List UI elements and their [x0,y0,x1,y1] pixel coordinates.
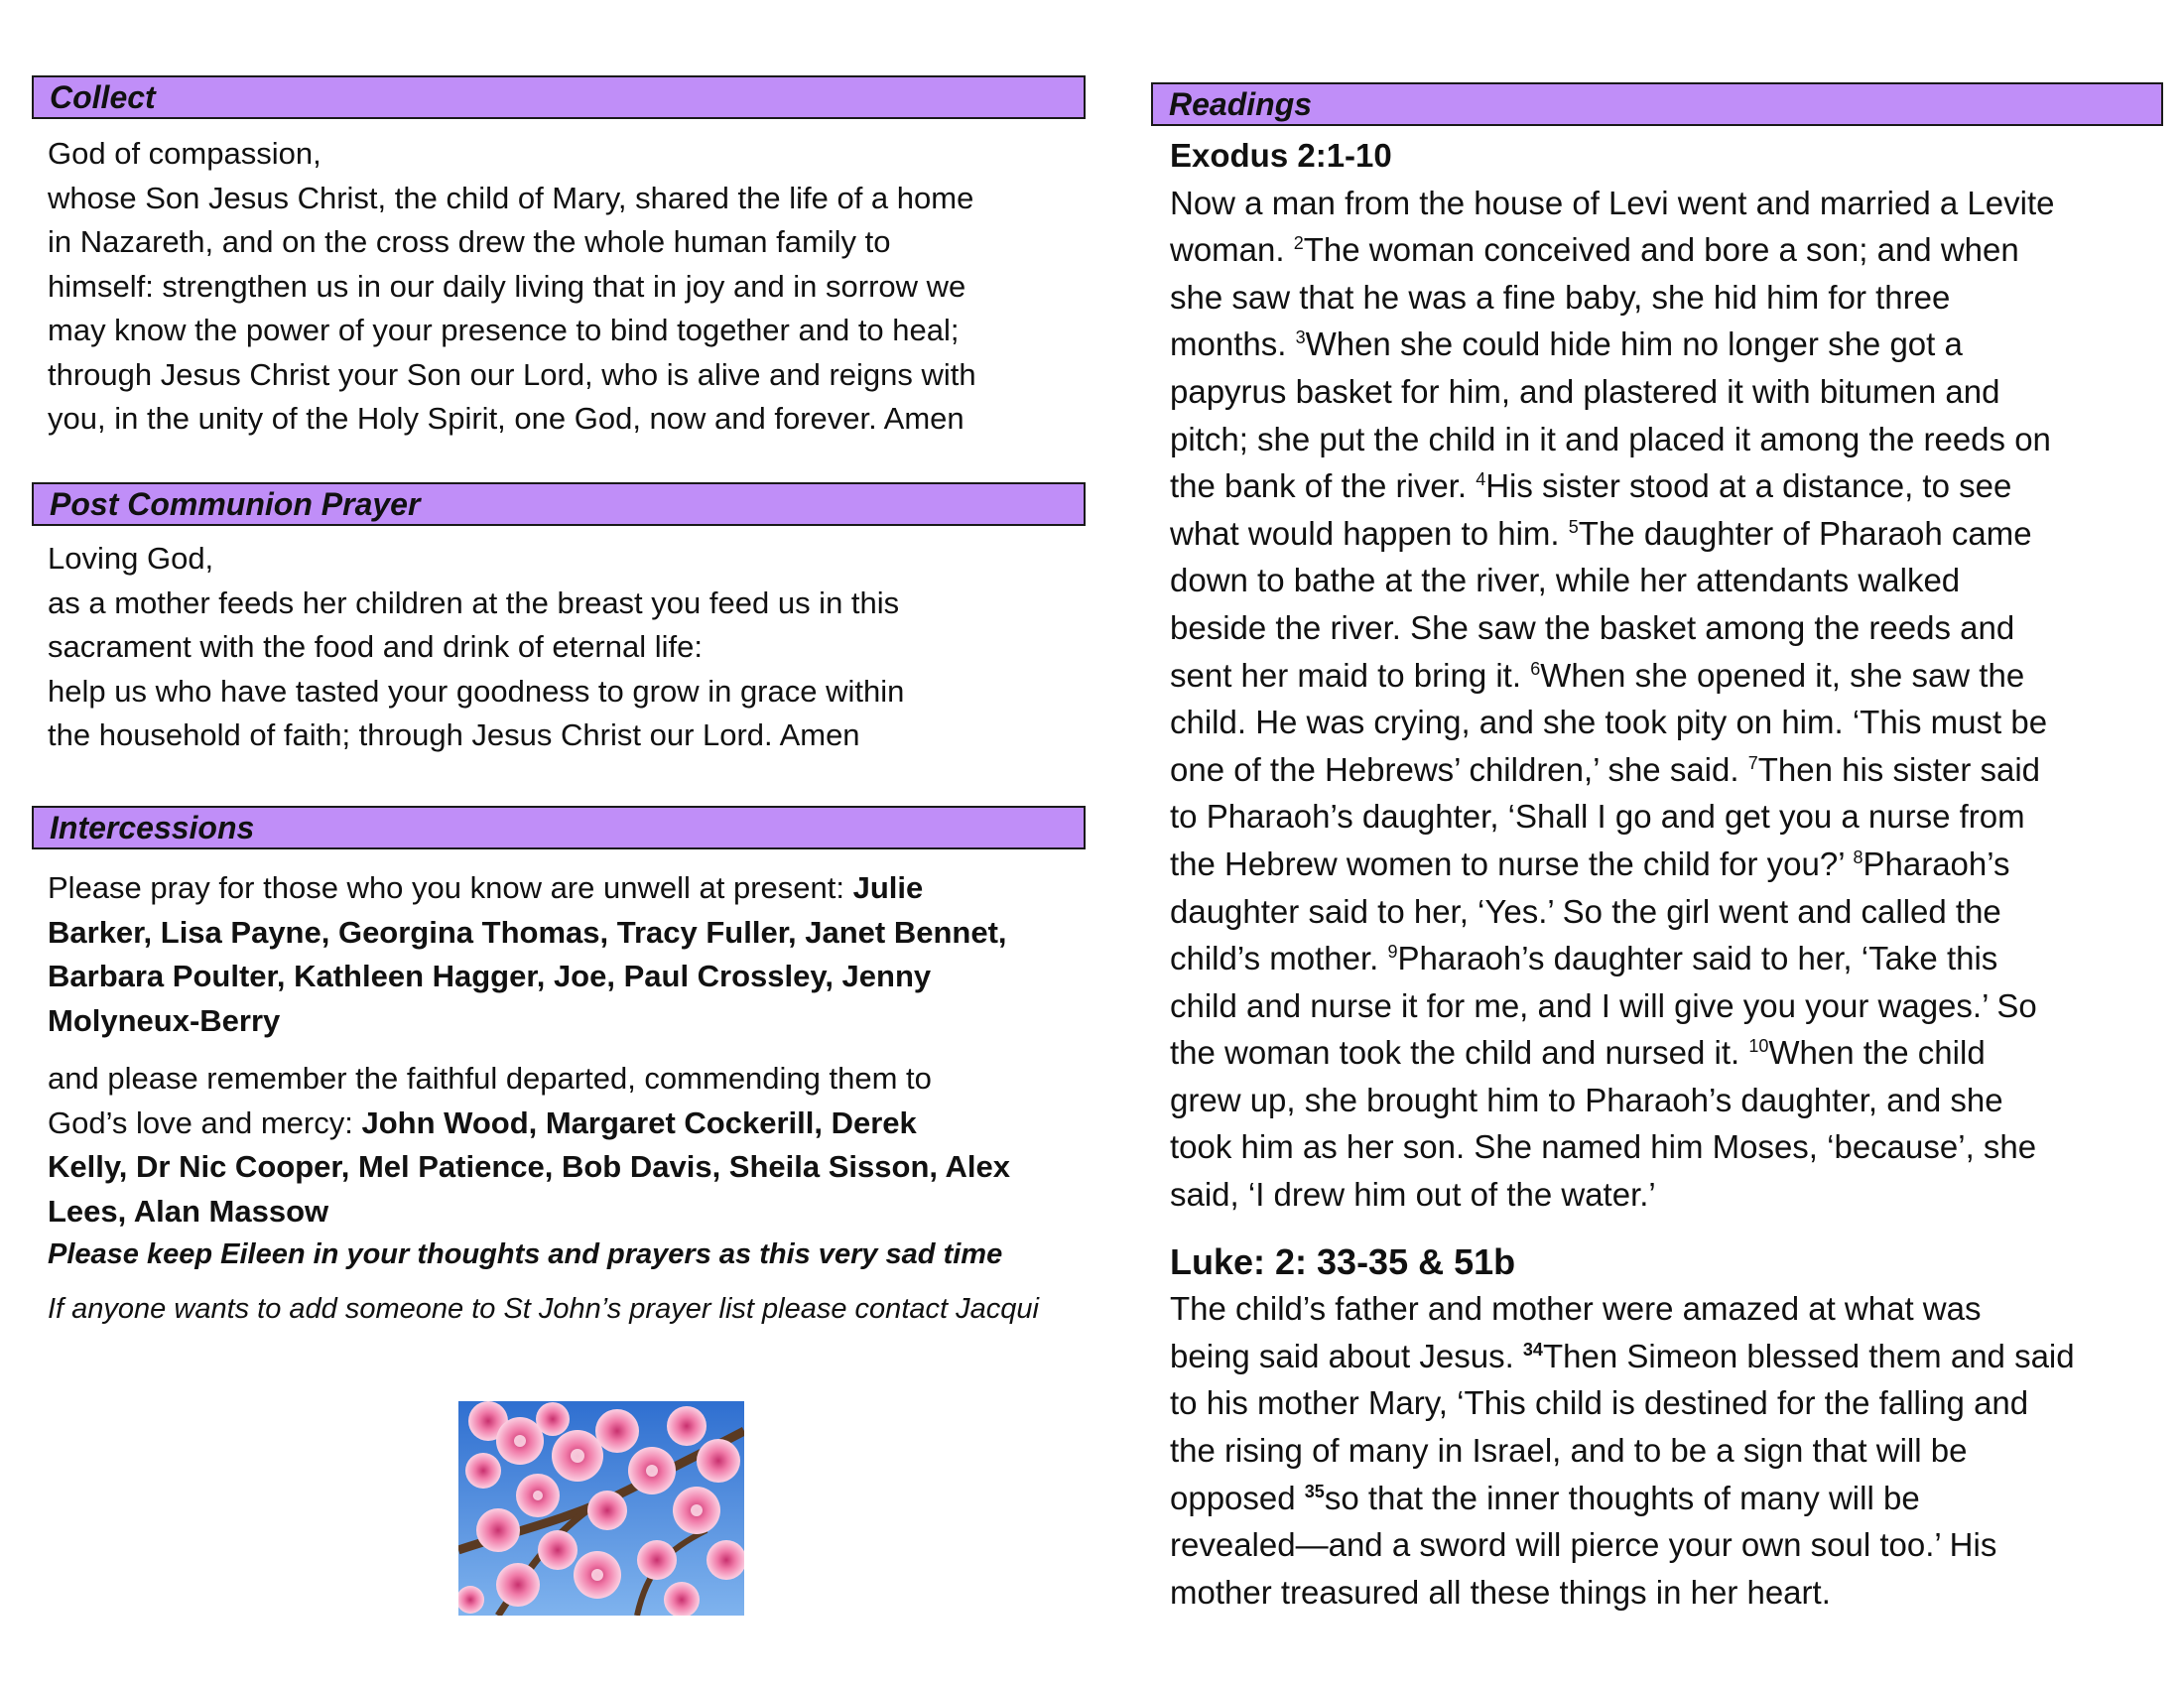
intercessions-heading: Intercessions [32,806,1086,849]
passage-line [1170,699,2163,746]
cherry-blossom-photo [458,1401,744,1616]
unwell-names: Barker, Lisa Payne, Georgina Thomas, Tracy Fuller, Janet Bennet, [48,914,1007,950]
verse-number: 5 [1568,516,1579,537]
verse-text: The woman conceived and bore a son; and when [1303,231,2019,269]
verse-number: 35 [1304,1481,1325,1501]
verse-text: beside the river. She saw the basket among the reeds and [1170,608,2015,646]
verse-text: what would happen to him. [1170,514,1569,552]
post-communion-line: Loving God, [48,541,214,576]
verse-text: His sister stood at a distance, to see [1485,467,2012,505]
unwell-list [48,999,1076,1044]
passage-line [1170,604,2163,652]
verse-text: Then Simeon blessed them and said [1542,1337,2075,1374]
passage-line [1170,510,2163,558]
passage-line [1170,746,2163,794]
post-communion-line: as a mother feeds her children at the breast you feed us in this [48,584,900,620]
passage-line [1170,1333,2163,1380]
collect-line: in Nazareth, and on the cross drew the whole human family to [48,224,891,259]
passage-line [1170,793,2163,841]
passage-line [1170,368,2163,416]
departed-intro-line: and please remember the faithful departed, commending them to [48,1061,932,1096]
verse-number: 3 [1295,327,1306,348]
passage-line [1170,1285,2163,1333]
verse-text: child and nurse it for me, and I will give you your wages.’ So [1170,986,2037,1024]
verse-text: Then his sister said [1757,750,2041,788]
passage-line [1170,935,2163,982]
verse-text: being said about Jesus. [1170,1337,1523,1374]
unwell-names: Barbara Poulter, Kathleen Hagger, Joe, Paul Crossley, Jenny [48,959,932,993]
unwell-list: Please pray for those who you know are unwell at present: Julie [48,870,924,905]
verse-text: the woman took the child and nursed it. [1170,1034,1749,1072]
verse-text: grew up, she brought him to Pharaoh’s daughter, and she [1170,1081,2003,1118]
passage-line [1170,416,2163,463]
verse-number: 4 [1476,469,1486,490]
verse-number: 6 [1530,658,1541,679]
verse-text: to his mother Mary, ‘This child is destined for the falling and [1170,1384,2029,1422]
verse-text: said, ‘I drew him out of the water.’ [1170,1176,1656,1214]
unwell-names: Molyneux-Berry [48,1002,281,1038]
exodus-reference: Exodus 2:1-10 [1170,137,1392,174]
post-communion-line: the household of faith; through Jesus Christ our Lord. Amen [48,717,860,752]
verse-text: the Hebrew women to nurse the child for you?’ [1170,844,1854,882]
contact-note: If anyone wants to add someone to St John’s prayer list please contact Jacqui [48,1293,1039,1325]
verse-text: Pharaoh’s [1863,844,2010,882]
passage-line [1170,652,2163,700]
verse-text: daughter said to her, ‘Yes.’ So the girl went and called the [1170,892,2001,930]
exodus-passage [1170,180,2163,1219]
departed-list [48,1145,1076,1190]
verse-number: 34 [1522,1339,1543,1360]
unwell-names: Julie [852,870,924,905]
passage-line [1170,180,2163,227]
departed-list [48,1190,1076,1234]
verse-text: sent her maid to bring it. [1170,656,1531,694]
cherry-blossom-icon [458,1401,744,1616]
intercessions-text [48,866,1076,1332]
departed-names: John Wood, Margaret Cockerill, Derek [361,1104,917,1140]
verse-text: mother treasured all these things in her heart. [1170,1573,1831,1611]
passage-line [1170,557,2163,604]
verse-text: months. [1170,325,1296,363]
passage-line [1170,1427,2163,1475]
post-communion-line: help us who have tasted your goodness to grow in grace within [48,673,905,709]
passage-line [1170,321,2163,368]
passage-line [1170,226,2163,274]
departed-names: Lees, Alan Massow [48,1193,329,1229]
post-communion-line: sacrament with the food and drink of eternal life: [48,629,703,664]
verse-text: When the child [1768,1034,1986,1072]
unwell-list [48,955,1076,999]
verse-number: 2 [1293,233,1304,254]
collect-text [48,132,1076,442]
post-communion-heading: Post Communion Prayer [32,482,1086,526]
passage-line [1170,1475,2163,1522]
collect-line: whose Son Jesus Christ, the child of Mary, shared the life of a home [48,180,974,215]
collect-heading: Collect [32,75,1086,119]
unwell-list [48,911,1076,956]
verse-text: The daughter of Pharaoh came [1578,514,2032,552]
luke-reference: Luke: 2: 33-35 & 51b [1170,1240,1516,1282]
readings-heading: Readings [1151,82,2163,126]
verse-text: Pharaoh’s daughter said to her, ‘Take this [1397,940,1998,977]
post-communion-text [48,537,1076,758]
eileen-note: Please keep Eileen in your thoughts and prayers as this very sad time [48,1238,1003,1270]
collect-line: through Jesus Christ your Son our Lord, who is alive and reigns with [48,356,976,392]
passage-line [1170,462,2163,510]
collect-line: you, in the unity of the Holy Spirit, one God, now and forever. Amen [48,401,964,436]
verse-text: The child’s father and mother were amazed at what was [1170,1290,1982,1328]
readings-text [1170,132,2163,1616]
verse-text: child. He was crying, and she took pity on him. ‘This must be [1170,704,2048,741]
verse-text: woman. [1170,231,1294,269]
passage-line [1170,1123,2163,1171]
collect-line: God of compassion, [48,136,321,171]
verse-text: When she opened it, she saw the [1540,656,2025,694]
departed-names: Kelly, Dr Nic Cooper, Mel Patience, Bob Davis, Sheila Sisson, Alex [48,1149,1010,1184]
verse-text: Now a man from the house of Levi went and married a Levite [1170,184,2055,221]
collect-line: may know the power of your presence to bind together and to heal; [48,313,960,347]
passage-line [1170,274,2163,322]
verse-number: 9 [1387,942,1398,963]
verse-number: 10 [1748,1036,1769,1057]
passage-line [1170,1077,2163,1124]
verse-text: so that the inner thoughts of many will be [1324,1479,1920,1516]
passage-line [1170,888,2163,936]
passage-line [1170,841,2163,888]
passage-line [1170,1379,2163,1427]
passage-line [1170,982,2163,1030]
verse-text: one of the Hebrews’ children,’ she said. [1170,750,1748,788]
passage-line [1170,1569,2163,1617]
verse-number: 7 [1747,752,1758,773]
verse-text: When she could hide him no longer she got a [1305,325,1963,363]
verse-text: down to bathe at the river, while her attendants walked [1170,562,1961,599]
verse-text: opposed [1170,1479,1305,1516]
verse-text: she saw that he was a fine baby, she hid him for three [1170,278,1951,316]
departed-list: God’s love and mercy: John Wood, Margaret Cockerill, Derek [48,1104,917,1140]
passage-line [1170,1521,2163,1569]
verse-text: took him as her son. She named him Moses, ‘because’, she [1170,1128,2037,1166]
collect-line: himself: strengthen us in our daily living that in joy and in sorrow we [48,268,966,304]
verse-text: to Pharaoh’s daughter, ‘Shall I go and get you a nurse from [1170,798,2025,836]
verse-text: pitch; she put the child in it and placed it among the reeds on [1170,420,2051,457]
verse-text: the bank of the river. [1170,467,1477,505]
verse-number: 8 [1853,846,1863,867]
luke-passage [1170,1285,2163,1616]
verse-text: revealed—and a sword will pierce your own soul too.’ His [1170,1526,1997,1564]
verse-text: the rising of many in Israel, and to be a sign that will be [1170,1432,1968,1470]
verse-text: child’s mother. [1170,940,1388,977]
passage-line [1170,1029,2163,1077]
verse-text: papyrus basket for him, and plastered it with bitumen and [1170,372,2000,410]
passage-line [1170,1171,2163,1219]
